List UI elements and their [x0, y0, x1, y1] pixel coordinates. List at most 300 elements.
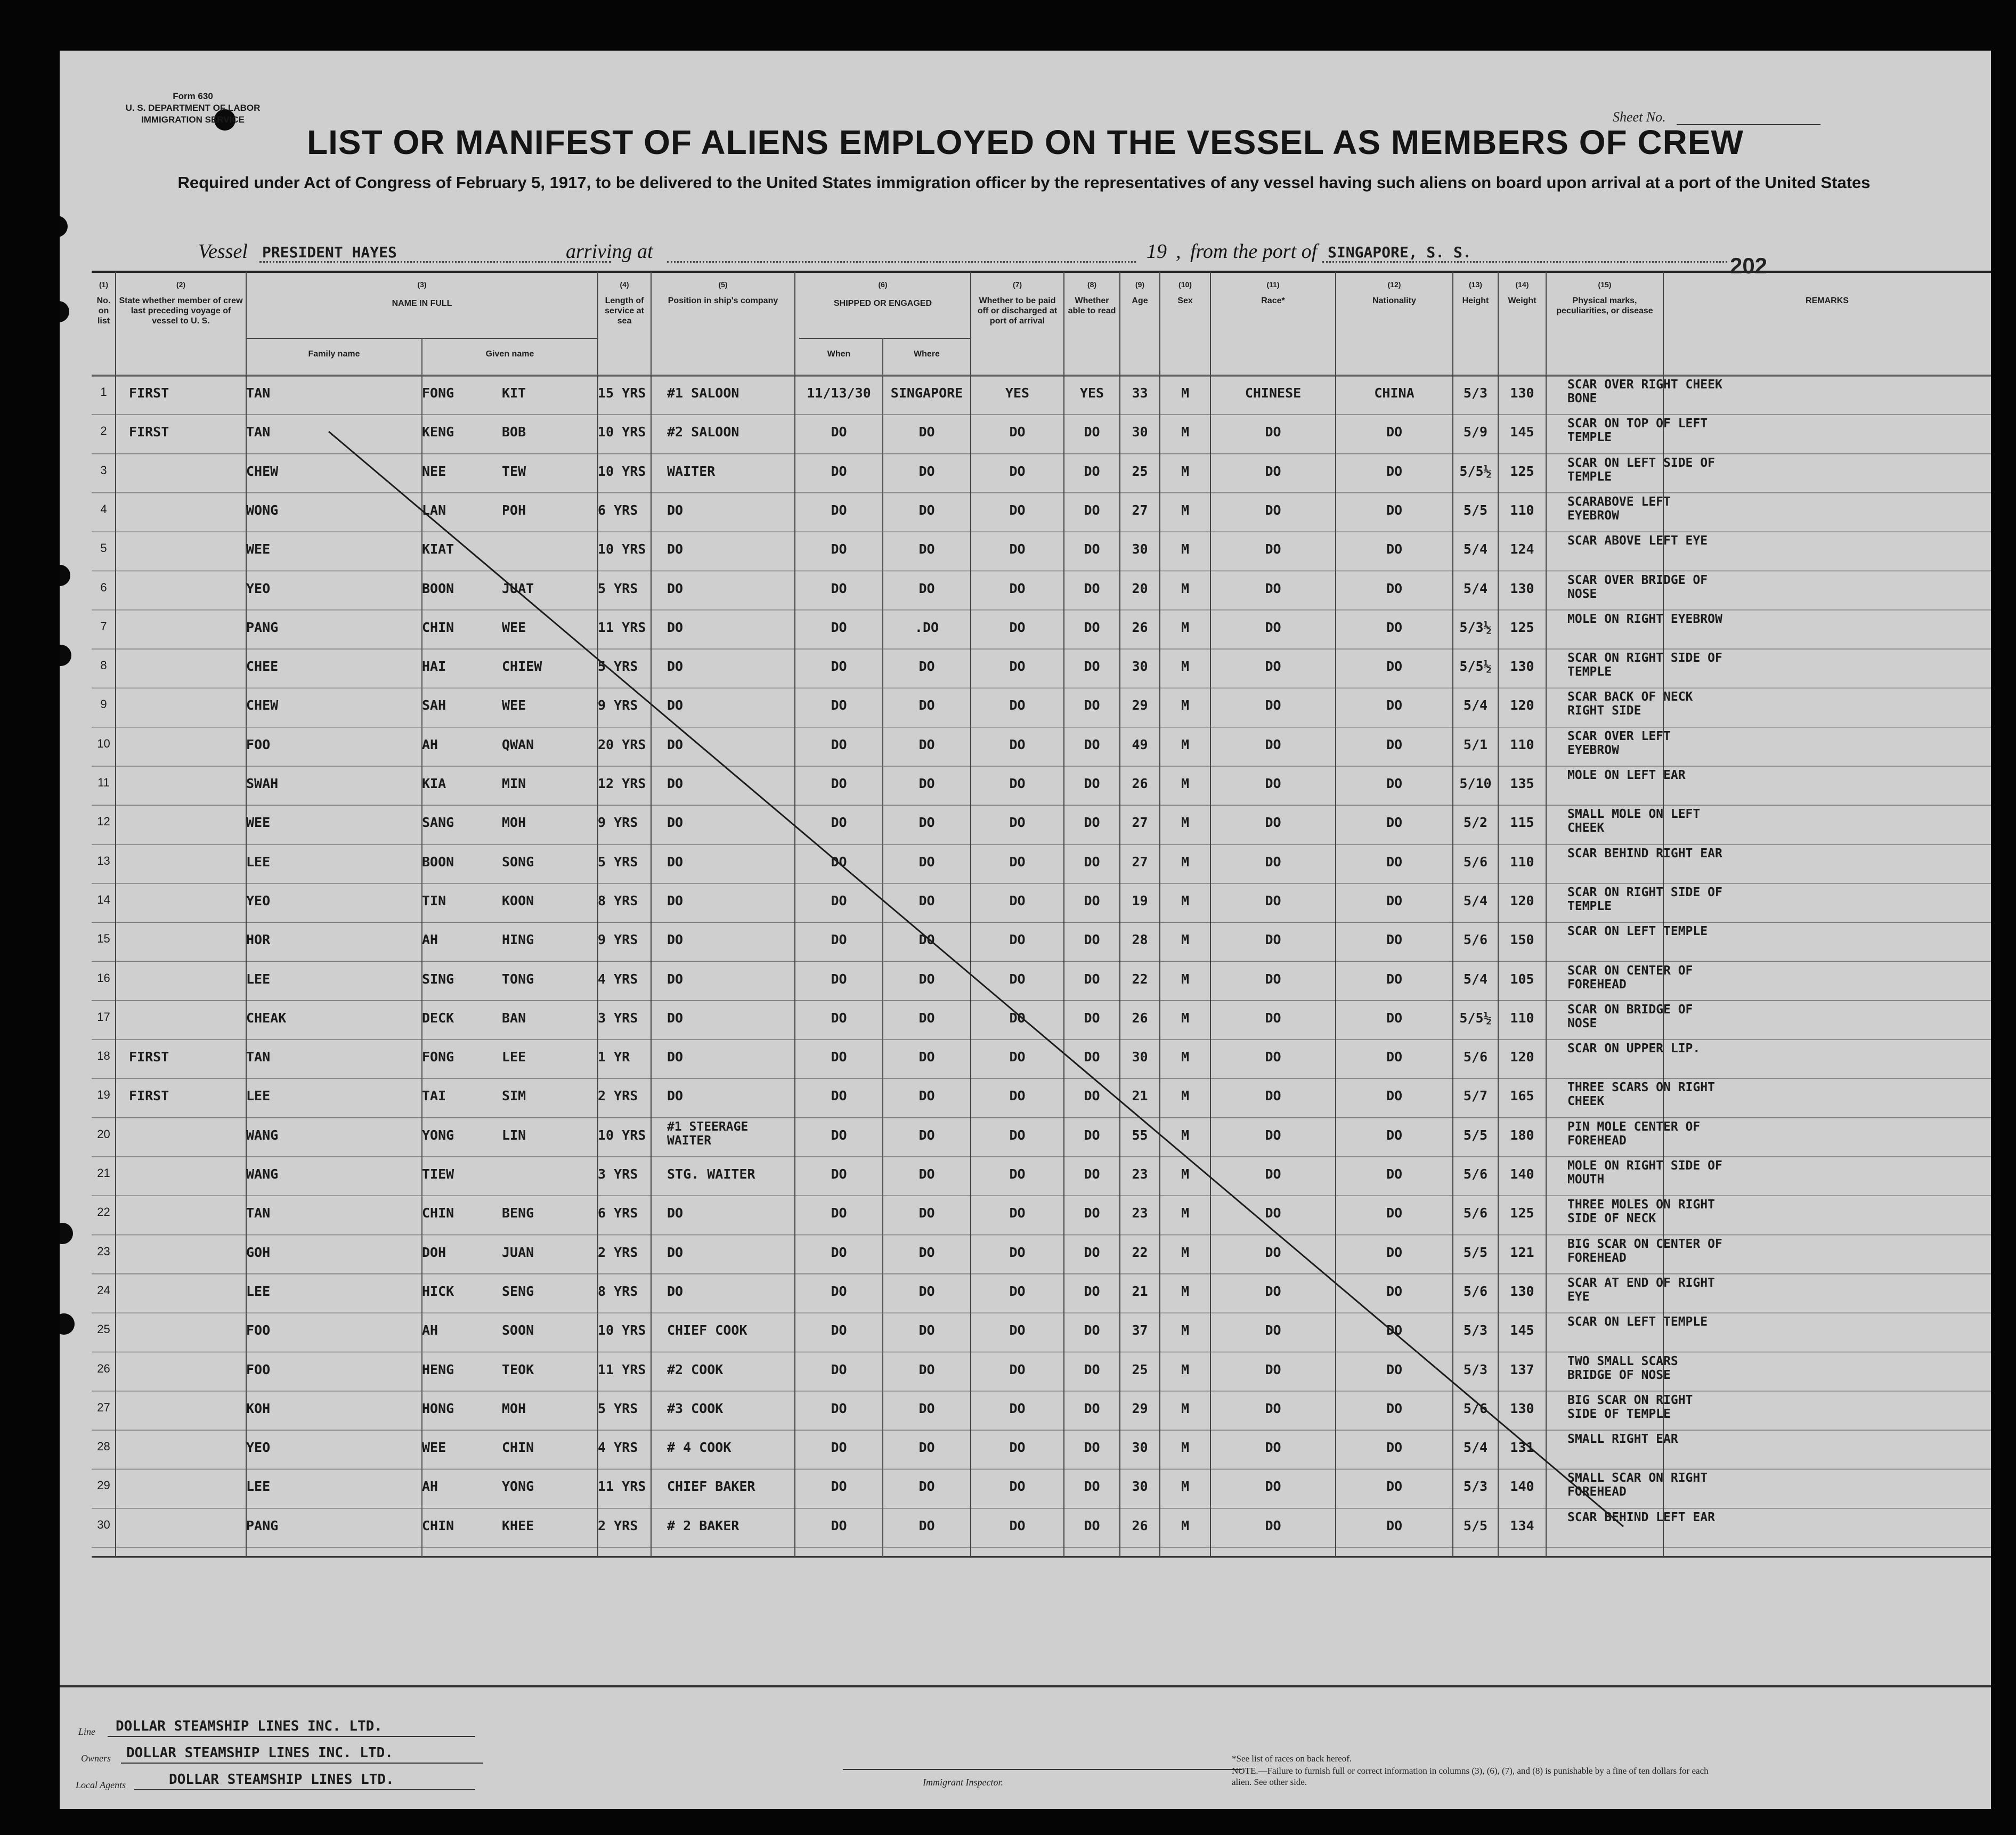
cell-height: 5/6 — [1463, 1400, 1488, 1416]
cell-sex: M — [1181, 1166, 1190, 1182]
cell-marks: THREE SCARS ON RIGHT CHEEK — [1567, 1081, 1715, 1109]
cell-marks: SCAR ON BRIDGE OF NOSE — [1567, 1002, 1693, 1030]
cell-given1: KIAT — [422, 541, 454, 557]
cell-nation: DO — [1386, 1166, 1403, 1182]
cell-race: DO — [1265, 1440, 1281, 1456]
cell-given2: MOH — [502, 1400, 526, 1416]
vessel-name: PRESIDENT HAYES — [262, 243, 397, 261]
cell-given1: FONG — [422, 385, 454, 401]
cell-weight: 130 — [1510, 1283, 1534, 1299]
cell-height: 5/3 — [1463, 1479, 1488, 1495]
cell-height: 5/3 — [1463, 1322, 1488, 1338]
cell-age: 21 — [1132, 1283, 1148, 1299]
cell-position: DO — [667, 932, 684, 948]
cell-marks: SCAR BEHIND RIGHT EAR — [1567, 846, 1722, 860]
cell-sex: M — [1181, 1440, 1190, 1456]
cell-given1: DOH — [422, 1244, 446, 1260]
form-number: Form 630 — [173, 91, 213, 101]
cell-given1: TIN — [422, 892, 446, 908]
cell-where: DO — [918, 1400, 935, 1416]
cell-age: 26 — [1132, 619, 1148, 635]
cell-weight: 135 — [1510, 776, 1534, 791]
cell-weight: 134 — [1510, 1517, 1534, 1533]
cell-paid: DO — [1009, 1166, 1026, 1182]
cell-given1: BOON — [422, 854, 454, 870]
cell-marks: SCAR ON RIGHT SIDE OF TEMPLE — [1567, 885, 1722, 913]
cell-family: TAN — [246, 424, 271, 440]
cell-service: 3 YRS — [598, 1166, 638, 1182]
cell-given1: LAN — [422, 502, 446, 518]
cell-family: TAN — [246, 1049, 271, 1065]
cell-position: DO — [667, 854, 684, 870]
cell-family: HOR — [246, 932, 271, 948]
cell-height: 5/5 — [1463, 1127, 1488, 1143]
cell-height: 5/5 — [1463, 1244, 1488, 1260]
cell-given2: MIN — [502, 776, 526, 791]
cell-where: DO — [918, 736, 935, 752]
cell-where: DO — [918, 971, 935, 987]
cell-family: FOO — [246, 736, 271, 752]
cell-marks: SCAR ON LEFT SIDE OF TEMPLE — [1567, 456, 1715, 484]
column-subheader: Family name — [308, 350, 360, 359]
cell-weight: 130 — [1510, 580, 1534, 596]
cell-family: YEO — [246, 1440, 271, 1456]
cell-paid: DO — [1009, 1283, 1026, 1299]
cell-weight: 110 — [1510, 854, 1534, 870]
cell-no: 23 — [97, 1244, 110, 1258]
arriving-label: arriving at — [566, 240, 653, 263]
cell-when: 11/13/30 — [807, 385, 871, 401]
cell-sex: M — [1181, 1400, 1190, 1416]
column-header: NAME IN FULL — [392, 299, 452, 308]
year-label: 19 — [1147, 240, 1167, 263]
sheet-number-label: Sheet No. — [1613, 109, 1666, 125]
cell-given1: NEE — [422, 463, 446, 479]
cell-when: DO — [831, 1205, 847, 1221]
cell-read: DO — [1084, 892, 1100, 908]
cell-given2: SOON — [502, 1322, 534, 1338]
cell-read: DO — [1084, 697, 1100, 713]
cell-when: DO — [831, 1361, 847, 1377]
cell-race: DO — [1265, 502, 1281, 518]
cell-given1: SANG — [422, 815, 454, 831]
cell-given2: JUAN — [502, 1244, 534, 1260]
cell-service: 5 YRS — [598, 1400, 638, 1416]
cell-race: DO — [1265, 932, 1281, 948]
cell-read: DO — [1084, 580, 1100, 596]
inspector-signature-line — [843, 1769, 1242, 1770]
cell-sex: M — [1181, 854, 1190, 870]
cell-read: DO — [1084, 971, 1100, 987]
cell-nation: DO — [1386, 1440, 1403, 1456]
column-header: Weight — [1508, 296, 1537, 305]
cell-when: DO — [831, 463, 847, 479]
cell-position: DO — [667, 815, 684, 831]
column-subheader: Where — [914, 350, 940, 359]
cell-position: DO — [667, 1283, 684, 1299]
cell-age: 23 — [1132, 1166, 1148, 1182]
column-number: (1) — [99, 280, 109, 289]
cell-family: YEO — [246, 580, 271, 596]
cell-weight: 140 — [1510, 1479, 1534, 1495]
cell-when: DO — [831, 1244, 847, 1260]
cell-paid: DO — [1009, 1517, 1026, 1533]
cell-service: 2 YRS — [598, 1088, 638, 1104]
cell-paid: DO — [1009, 815, 1026, 831]
cell-when: DO — [831, 1010, 847, 1026]
cell-family: CHEE — [246, 659, 279, 675]
cell-read: DO — [1084, 463, 1100, 479]
cell-given2: KOON — [502, 892, 534, 908]
owners-label: Owners — [81, 1753, 111, 1764]
cell-given1: WEE — [422, 1440, 446, 1456]
cell-when: DO — [831, 932, 847, 948]
cell-family: FOO — [246, 1361, 271, 1377]
cell-height: 5/5½ — [1459, 659, 1492, 675]
cell-weight: 120 — [1510, 892, 1534, 908]
cell-no: 4 — [100, 502, 107, 516]
cell-nation: DO — [1386, 854, 1403, 870]
cell-race: DO — [1265, 463, 1281, 479]
cell-no: 15 — [97, 932, 110, 946]
line-label: Line — [78, 1726, 96, 1737]
cell-position: DO — [667, 1088, 684, 1104]
column-header: Length of service at sea — [605, 296, 644, 326]
department-name: U. S. DEPARTMENT OF LABOR — [125, 103, 261, 113]
cell-state: FIRST — [129, 1049, 169, 1065]
cell-state: FIRST — [129, 1088, 169, 1104]
cell-marks: SCAR ON UPPER LIP. — [1567, 1042, 1701, 1056]
cell-read: DO — [1084, 424, 1100, 440]
cell-paid: DO — [1009, 1440, 1026, 1456]
cell-age: 26 — [1132, 1517, 1148, 1533]
cell-when: DO — [831, 424, 847, 440]
cell-weight: 120 — [1510, 1049, 1534, 1065]
cell-given2: JUAT — [502, 580, 534, 596]
cell-nation: DO — [1386, 736, 1403, 752]
cell-marks: SCAR ON LEFT TEMPLE — [1567, 924, 1708, 939]
cell-nation: DO — [1386, 776, 1403, 791]
cell-read: YES — [1079, 385, 1104, 401]
cell-age: 29 — [1132, 697, 1148, 713]
cell-given2: LIN — [502, 1127, 526, 1143]
cell-when: DO — [831, 580, 847, 596]
cell-age: 49 — [1132, 736, 1148, 752]
cell-where: DO — [918, 659, 935, 675]
cell-paid: DO — [1009, 697, 1026, 713]
cell-where: DO — [918, 1440, 935, 1456]
cell-no: 24 — [97, 1283, 110, 1297]
cell-marks: SCAR BACK OF NECK RIGHT SIDE — [1567, 690, 1693, 718]
cell-where: DO — [918, 776, 935, 791]
cell-given2: WEE — [502, 619, 526, 635]
cell-paid: DO — [1009, 1010, 1026, 1026]
cell-when: DO — [831, 502, 847, 518]
cell-race: DO — [1265, 1127, 1281, 1143]
column-number: (7) — [1012, 280, 1022, 289]
cell-position: DO — [667, 1244, 684, 1260]
cell-read: DO — [1084, 619, 1100, 635]
cell-where: DO — [918, 1010, 935, 1026]
cell-service: 5 YRS — [598, 659, 638, 675]
cell-family: LEE — [246, 971, 271, 987]
cell-height: 5/5½ — [1459, 463, 1492, 479]
cell-height: 5/1 — [1463, 736, 1488, 752]
cell-race: DO — [1265, 1479, 1281, 1495]
column-header: No. on list — [96, 296, 111, 326]
cell-weight: 145 — [1510, 1322, 1534, 1338]
cell-race: DO — [1265, 1283, 1281, 1299]
cell-family: WANG — [246, 1127, 279, 1143]
cell-no: 14 — [97, 892, 110, 906]
cell-position: DO — [667, 1205, 684, 1221]
cell-race: DO — [1265, 697, 1281, 713]
cell-race: DO — [1265, 580, 1281, 596]
cell-height: 5/5½ — [1459, 1010, 1492, 1026]
cell-marks: PIN MOLE CENTER OF FOREHEAD — [1567, 1119, 1701, 1148]
cell-height: 5/7 — [1463, 1088, 1488, 1104]
cell-service: 10 YRS — [598, 424, 646, 440]
cell-where: DO — [918, 1361, 935, 1377]
cell-marks: SCAR ON LEFT TEMPLE — [1567, 1315, 1708, 1329]
cell-given1: BOON — [422, 580, 454, 596]
cell-race: DO — [1265, 1244, 1281, 1260]
cell-sex: M — [1181, 971, 1190, 987]
cell-service: 1 YR — [598, 1049, 630, 1065]
cell-weight: 124 — [1510, 541, 1534, 557]
cell-given1: AH — [422, 932, 438, 948]
cell-given1: HONG — [422, 1400, 454, 1416]
cell-service: 9 YRS — [598, 815, 638, 831]
form-subtitle: Required under Act of Congress of February 5, 1917, to be delivered to the United States immigration officer by the representatives of any vessel having such aliens on board upon arrival at a port of the United States — [177, 173, 1871, 192]
cell-marks: TWO SMALL SCARS BRIDGE OF NOSE — [1567, 1354, 1678, 1382]
cell-given2: LEE — [502, 1049, 526, 1065]
cell-marks: MOLE ON LEFT EAR — [1567, 768, 1686, 782]
cell-no: 27 — [97, 1400, 110, 1414]
cell-family: PANG — [246, 619, 279, 635]
cell-position: DO — [667, 1049, 684, 1065]
cell-service: 11 YRS — [598, 619, 646, 635]
cell-age: 27 — [1132, 854, 1148, 870]
cell-nation: DO — [1386, 1010, 1403, 1026]
cell-race: DO — [1265, 1400, 1281, 1416]
cell-when: DO — [831, 619, 847, 635]
cell-height: 5/3 — [1463, 1361, 1488, 1377]
cell-age: 30 — [1132, 1479, 1148, 1495]
cell-paid: YES — [1005, 385, 1030, 401]
cell-where: DO — [918, 1479, 935, 1495]
cell-read: DO — [1084, 1127, 1100, 1143]
cell-age: 23 — [1132, 1205, 1148, 1221]
cell-sex: M — [1181, 892, 1190, 908]
cell-read: DO — [1084, 1322, 1100, 1338]
column-header: SHIPPED OR ENGAGED — [833, 299, 932, 308]
cell-read: DO — [1084, 502, 1100, 518]
cell-where: DO — [918, 502, 935, 518]
cell-paid: DO — [1009, 1361, 1026, 1377]
cell-age: 25 — [1132, 463, 1148, 479]
cell-age: 37 — [1132, 1322, 1148, 1338]
cell-family: CHEW — [246, 463, 279, 479]
owners-value: DOLLAR STEAMSHIP LINES INC. LTD. — [126, 1745, 393, 1761]
cell-height: 5/6 — [1463, 1205, 1488, 1221]
cell-race: DO — [1265, 815, 1281, 831]
cell-family: GOH — [246, 1244, 271, 1260]
cell-height: 5/5 — [1463, 502, 1488, 518]
cell-position: STG. WAITER — [667, 1166, 755, 1182]
cell-service: 9 YRS — [598, 697, 638, 713]
cell-weight: 130 — [1510, 1400, 1534, 1416]
cell-paid: DO — [1009, 424, 1026, 440]
cell-nation: DO — [1386, 1322, 1403, 1338]
cell-nation: DO — [1386, 1127, 1403, 1143]
cell-where: DO — [918, 1127, 935, 1143]
cell-given1: KENG — [422, 424, 454, 440]
cell-no: 7 — [100, 619, 107, 633]
cell-family: KOH — [246, 1400, 271, 1416]
cell-race: DO — [1265, 619, 1281, 635]
column-header: Height — [1462, 296, 1489, 305]
cell-given2: KIT — [502, 385, 526, 401]
cell-given2: BENG — [502, 1205, 534, 1221]
cell-given2: TEOK — [502, 1361, 534, 1377]
cell-given1: AH — [422, 1479, 438, 1495]
cell-read: DO — [1084, 1479, 1100, 1495]
cell-where: DO — [918, 424, 935, 440]
cell-where: DO — [918, 697, 935, 713]
cell-read: DO — [1084, 1517, 1100, 1533]
cell-paid: DO — [1009, 1244, 1026, 1260]
cell-given1: KIA — [422, 776, 446, 791]
cell-no: 10 — [97, 736, 110, 750]
cell-family: SWAH — [246, 776, 279, 791]
cell-read: DO — [1084, 1361, 1100, 1377]
cell-where: DO — [918, 1205, 935, 1221]
cell-height: 5/5 — [1463, 1517, 1488, 1533]
column-number: (14) — [1515, 280, 1529, 289]
cell-age: 30 — [1132, 541, 1148, 557]
cell-weight: 115 — [1510, 815, 1534, 831]
cell-marks: SMALL SCAR ON RIGHT FOREHEAD — [1567, 1471, 1708, 1499]
cell-sex: M — [1181, 1479, 1190, 1495]
cell-position: DO — [667, 541, 684, 557]
cell-when: DO — [831, 1049, 847, 1065]
cell-race: DO — [1265, 1517, 1281, 1533]
cell-service: 5 YRS — [598, 580, 638, 596]
cell-given2: TEW — [502, 463, 526, 479]
cell-given1: DECK — [422, 1010, 454, 1026]
cell-age: 27 — [1132, 502, 1148, 518]
column-number: (13) — [1469, 280, 1482, 289]
cell-given2: SONG — [502, 854, 534, 870]
cell-paid: DO — [1009, 854, 1026, 870]
cell-weight: 150 — [1510, 932, 1534, 948]
cell-race: DO — [1265, 1322, 1281, 1338]
cell-height: 5/4 — [1463, 1440, 1488, 1456]
cell-age: 26 — [1132, 776, 1148, 791]
cell-nation: DO — [1386, 1479, 1403, 1495]
cell-family: WEE — [246, 815, 271, 831]
column-number: (4) — [620, 280, 629, 289]
cell-given2: SENG — [502, 1283, 534, 1299]
cell-family: PANG — [246, 1517, 279, 1533]
cell-service: 8 YRS — [598, 1283, 638, 1299]
cell-service: 10 YRS — [598, 463, 646, 479]
cell-no: 2 — [100, 424, 107, 438]
cell-service: 8 YRS — [598, 892, 638, 908]
cell-sex: M — [1181, 776, 1190, 791]
cell-when: DO — [831, 1517, 847, 1533]
cell-marks: SMALL MOLE ON LEFT CHEEK — [1567, 807, 1701, 835]
cell-when: DO — [831, 736, 847, 752]
cell-where: DO — [918, 892, 935, 908]
cell-paid: DO — [1009, 659, 1026, 675]
cell-height: 5/2 — [1463, 815, 1488, 831]
cell-nation: CHINA — [1374, 385, 1415, 401]
column-header: Race* — [1261, 296, 1285, 305]
cell-read: DO — [1084, 1049, 1100, 1065]
cell-position: DO — [667, 1010, 684, 1026]
cell-paid: DO — [1009, 1127, 1026, 1143]
cell-position: DO — [667, 619, 684, 635]
cell-when: DO — [831, 659, 847, 675]
column-header: REMARKS — [1806, 296, 1849, 305]
cell-where: DO — [918, 1322, 935, 1338]
cell-service: 10 YRS — [598, 541, 646, 557]
cell-sex: M — [1181, 1049, 1190, 1065]
cell-given1: CHIN — [422, 1517, 454, 1533]
cell-no: 19 — [97, 1088, 110, 1102]
cell-nation: DO — [1386, 1361, 1403, 1377]
cell-marks: MOLE ON RIGHT SIDE OF MOUTH — [1567, 1159, 1722, 1187]
cell-when: DO — [831, 815, 847, 831]
cell-where: DO — [918, 854, 935, 870]
cell-no: 21 — [97, 1166, 110, 1180]
cell-family: LEE — [246, 1479, 271, 1495]
port-name: SINGAPORE, S. S. — [1328, 243, 1472, 261]
cell-nation: DO — [1386, 1517, 1403, 1533]
cell-height: 5/6 — [1463, 1049, 1488, 1065]
cell-sex: M — [1181, 697, 1190, 713]
cell-paid: DO — [1009, 932, 1026, 948]
cell-read: DO — [1084, 815, 1100, 831]
cell-where: DO — [918, 1049, 935, 1065]
cell-given2: BOB — [502, 424, 526, 440]
cell-marks: SCAR OVER BRIDGE OF NOSE — [1567, 573, 1708, 601]
cell-marks: SCAR ON RIGHT SIDE OF TEMPLE — [1567, 651, 1722, 679]
cell-service: 9 YRS — [598, 932, 638, 948]
column-number: (3) — [417, 280, 427, 289]
cell-race: DO — [1265, 854, 1281, 870]
cell-no: 18 — [97, 1049, 110, 1063]
agents-underline — [134, 1789, 475, 1790]
cell-family: WEE — [246, 541, 271, 557]
cell-when: DO — [831, 1479, 847, 1495]
cell-sex: M — [1181, 1244, 1190, 1260]
cell-age: 55 — [1132, 1127, 1148, 1143]
cell-race: DO — [1265, 1010, 1281, 1026]
cell-race: DO — [1265, 776, 1281, 791]
cell-given1: SING — [422, 971, 454, 987]
penalty-note: NOTE.—Failure to furnish full or correct information in columns (3), (6), (7), and (8) is punishable by a fine of ten dollars for each alien. See other side. — [1232, 1766, 1709, 1787]
column-header: Physical marks, peculiarities, or disease — [1556, 296, 1653, 315]
cell-paid: DO — [1009, 580, 1026, 596]
cell-given2: WEE — [502, 697, 526, 713]
cell-weight: 125 — [1510, 1205, 1534, 1221]
cell-nation: DO — [1386, 1049, 1403, 1065]
cell-age: 26 — [1132, 1010, 1148, 1026]
cell-service: 10 YRS — [598, 1322, 646, 1338]
